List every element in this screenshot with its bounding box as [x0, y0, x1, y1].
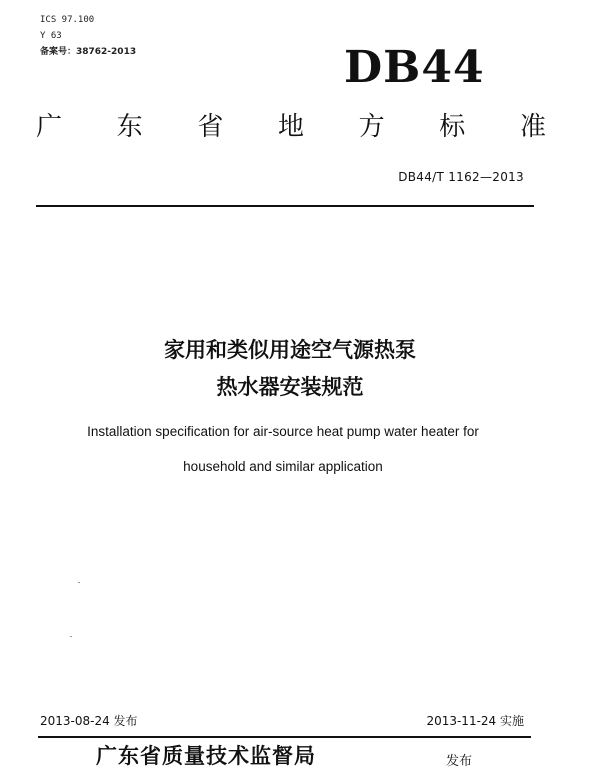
record-number: 备案号：38762-2013: [40, 47, 137, 57]
issue-date: 2013-08-24 发布: [40, 714, 138, 728]
standard-type-char: 东: [116, 112, 143, 142]
footer-divider: [38, 736, 531, 738]
standard-number: DB44/T 1162—2013: [398, 170, 524, 184]
standard-type-char: 地: [277, 112, 304, 142]
standard-type: [36, 112, 546, 142]
classification-code: Y 63: [40, 31, 62, 41]
issuer-action: 发布: [446, 754, 473, 769]
standard-type-char: 方: [358, 112, 385, 142]
implementation-date: 2013-11-24 实施: [426, 714, 524, 728]
title-english-line-1: Installation specification for air-source heat pump water heater for: [87, 424, 479, 439]
title-chinese-line-1: 家用和类似用途空气源热泵: [164, 338, 416, 362]
header-divider: [36, 205, 534, 207]
standard-type-char: 省: [197, 112, 224, 142]
title-chinese-line-2: 热水器安装规范: [216, 375, 364, 399]
title-english-line-2: household and similar application: [183, 459, 383, 474]
issuer-name: 广东省质量技术监督局: [96, 743, 316, 768]
scan-speck: [78, 582, 80, 583]
ics-code: ICS 97.100: [40, 15, 95, 25]
standard-type-char: 广: [36, 112, 63, 142]
standard-type-char: 准: [519, 112, 546, 142]
scan-speck: [70, 636, 72, 637]
standard-type-char: 标: [439, 112, 466, 142]
db-logo: DB44: [344, 42, 485, 93]
